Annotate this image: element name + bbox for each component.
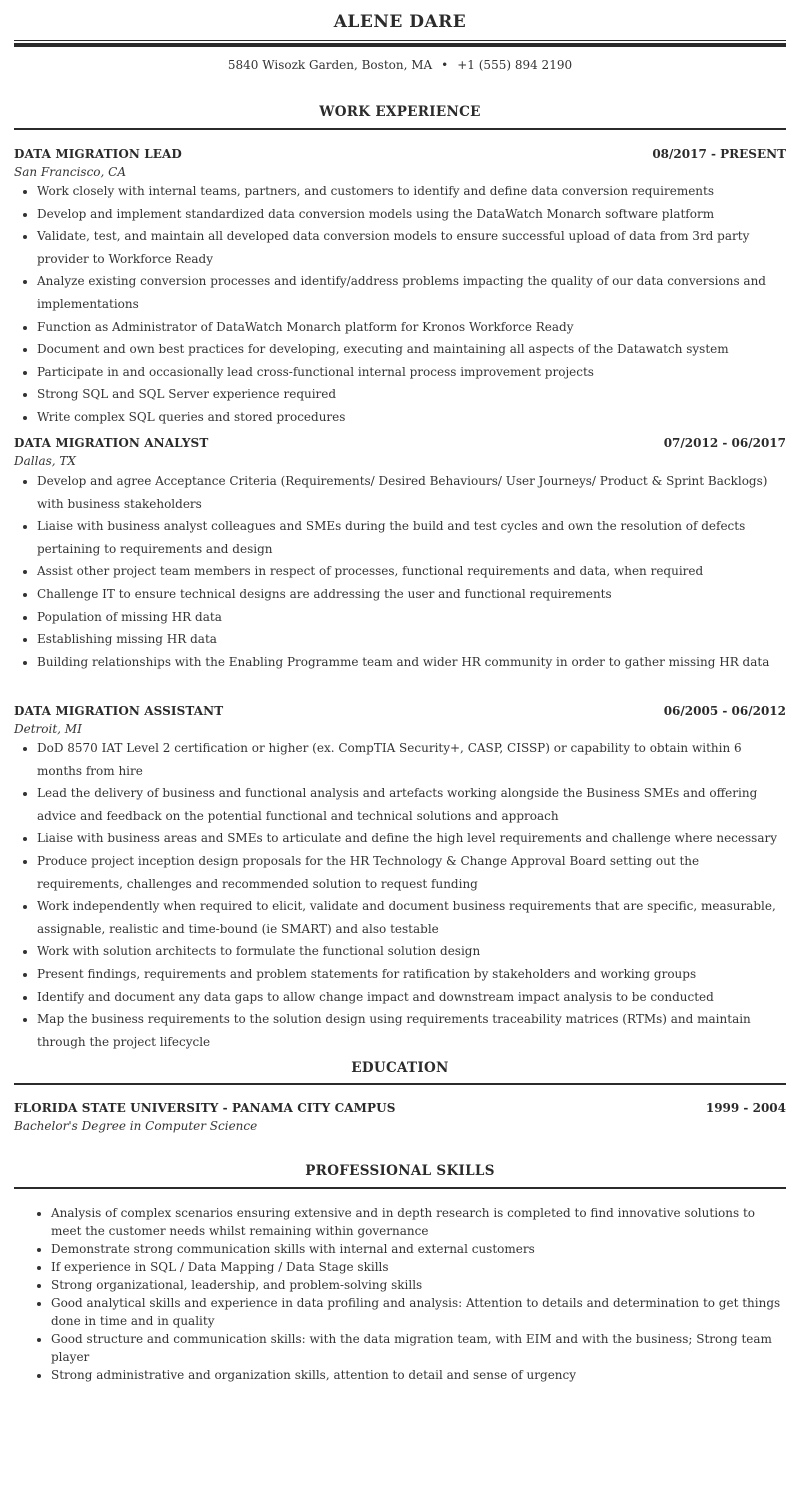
list-item: • Liaise with business areas and SMEs to articulate and define the high level requirements and challenge where necessary <box>37 827 786 850</box>
skills-list <box>14 1204 786 1384</box>
contact-address: 5840 Wisozk Garden, Boston, MA <box>227 58 433 72</box>
job-title: DATA MIGRATION ASSISTANT <box>14 704 224 718</box>
list-item: • Produce project inception design proposals for the HR Technology & Change Approval Board setting out the requirements, challenges and recommended solution to request funding <box>37 850 786 895</box>
education-years: 1999 - 2004 <box>705 1101 786 1115</box>
school-name: FLORIDA STATE UNIVERSITY - PANAMA CITY CAMPUS <box>14 1101 396 1115</box>
header-divider-thick <box>14 43 786 47</box>
job-dates: 06/2005 - 06/2012 <box>663 704 786 718</box>
list-item: • Good structure and communication skills: with the data migration team, with EIM and with the business; Strong team player <box>51 1330 786 1366</box>
list-item: • Identify and document any data gaps to allow change impact and downstream impact analysis to be conducted <box>37 986 786 1009</box>
section-title-work-experience: WORK EXPERIENCE <box>319 104 481 120</box>
list-item: • Validate, test, and maintain all developed data conversion models to ensure successful upload of data from 3rd party provider to Workforce Ready <box>37 225 786 270</box>
candidate-name: ALENE DARE <box>333 12 467 32</box>
job-location: Detroit, MI <box>14 722 82 736</box>
section-title-education: EDUCATION <box>351 1060 449 1076</box>
list-item: • Demonstrate strong communication skills with internal and external customers <box>51 1240 786 1258</box>
list-item: • Write complex SQL queries and stored procedures <box>37 406 786 429</box>
list-item: • Map the business requirements to the solution design using requirements traceability matrices (RTMs) and maintain through the project lifecycle <box>37 1008 786 1053</box>
contact-phone: +1 (555) 894 2190 <box>457 58 573 72</box>
list-item: • Strong organizational, leadership, and problem-solving skills <box>51 1276 786 1294</box>
section-divider <box>14 1083 786 1085</box>
list-item: • Challenge IT to ensure technical designs are addressing the user and functional requirements <box>37 583 786 606</box>
job-dates: 08/2017 - PRESENT <box>652 147 786 161</box>
list-item: • Population of missing HR data <box>37 606 786 629</box>
degree: Bachelor's Degree in Computer Science <box>14 1119 258 1133</box>
list-item: • DoD 8570 IAT Level 2 certification or higher (ex. CompTIA Security+, CASP, CISSP) or capability to obtain within 6 months from hire <box>37 737 786 782</box>
list-item: • Participate in and occasionally lead cross-functional internal process improvement projects <box>37 361 786 384</box>
list-item: • Work independently when required to elicit, validate and document business requirements that are specific, measurable, assignable, realistic and time-bound (ie SMART) and also testable <box>37 895 786 940</box>
list-item: • Establishing missing HR data <box>37 628 786 651</box>
list-item: • Present findings, requirements and problem statements for ratification by stakeholders and working groups <box>37 963 786 986</box>
job-dates: 07/2012 - 06/2017 <box>663 436 786 450</box>
header-divider-thin <box>14 40 786 41</box>
job-location: Dallas, TX <box>14 454 76 468</box>
section-divider <box>14 1187 786 1189</box>
list-item: • Building relationships with the Enabling Programme team and wider HR community in order to gather missing HR data <box>37 651 786 674</box>
list-item: • Liaise with business analyst colleagues and SMEs during the build and test cycles and own the resolution of defects pertaining to requirements and design <box>37 515 786 560</box>
list-item: • Document and own best practices for developing, executing and maintaining all aspects of the Datawatch system <box>37 338 786 361</box>
list-item: • Good analytical skills and experience in data profiling and analysis: Attention to details and determination to get things done in time and in quality <box>51 1294 786 1330</box>
list-item: • Function as Administrator of DataWatch Monarch platform for Kronos Workforce Ready <box>37 316 786 339</box>
job-bullet-list <box>14 470 786 673</box>
list-item: • Work closely with internal teams, partners, and customers to identify and define data conversion requirements <box>37 180 786 203</box>
list-item: • Analyze existing conversion processes and identify/address problems impacting the quality of our data conversions and implementations <box>37 270 786 315</box>
list-item: • Lead the delivery of business and functional analysis and artefacts working alongside the Business SMEs and offering advice and feedback on the potential functional and technical solutions and approach <box>37 782 786 827</box>
job-title: DATA MIGRATION ANALYST <box>14 436 209 450</box>
list-item: • Work with solution architects to formulate the functional solution design <box>37 940 786 963</box>
section-title-professional-skills: PROFESSIONAL SKILLS <box>305 1163 495 1179</box>
list-item: • Develop and agree Acceptance Criteria (Requirements/ Desired Behaviours/ User Journeys/ Product & Sprint Backlogs) with business stakeholders <box>37 470 786 515</box>
list-item: • Strong administrative and organization skills, attention to detail and sense of urgency <box>51 1366 786 1384</box>
section-divider <box>14 128 786 130</box>
list-item: • Develop and implement standardized data conversion models using the DataWatch Monarch software platform <box>37 203 786 226</box>
list-item: • Analysis of complex scenarios ensuring extensive and in depth research is completed to find innovative solutions to meet the customer needs whilst remaining within governance <box>51 1204 786 1240</box>
list-item: • Strong SQL and SQL Server experience required <box>37 383 786 406</box>
job-title: DATA MIGRATION LEAD <box>14 147 182 161</box>
contact-separator: • <box>441 58 449 72</box>
contact-line <box>14 56 786 74</box>
list-item: • Assist other project team members in respect of processes, functional requirements and data, when required <box>37 560 786 583</box>
list-item: • If experience in SQL / Data Mapping / Data Stage skills <box>51 1258 786 1276</box>
job-bullet-list <box>14 737 786 1053</box>
job-bullet-list <box>14 180 786 429</box>
job-location: San Francisco, CA <box>14 165 127 179</box>
